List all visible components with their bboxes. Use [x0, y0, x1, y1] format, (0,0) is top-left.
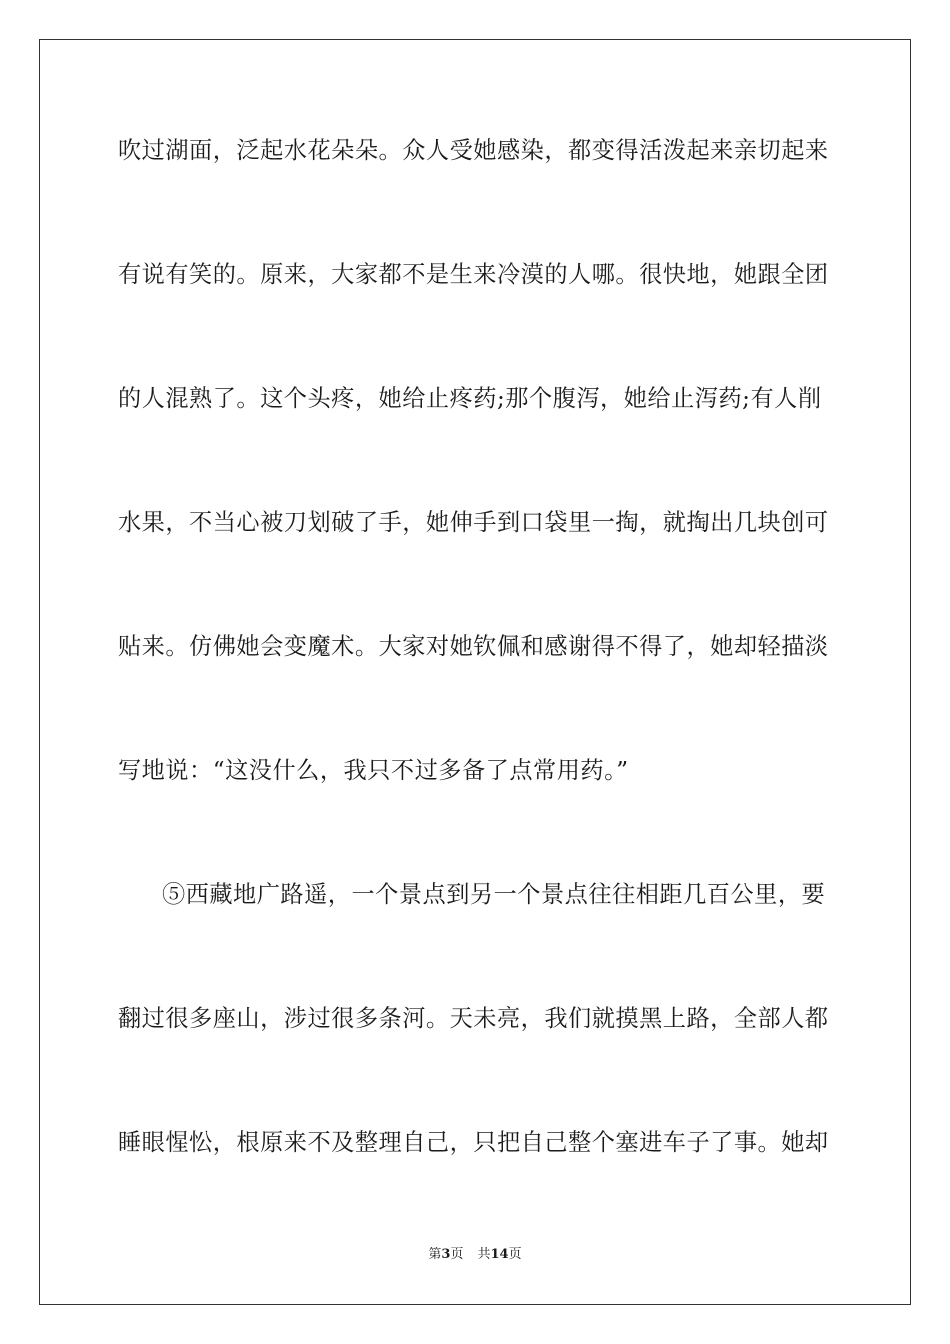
page-suffix: 页: [450, 1247, 464, 1262]
page-border: [39, 39, 911, 1305]
text-line: 有说有笑的。原来，大家都不是生来冷漠的人哪。很快地，她跟全团: [118, 261, 829, 288]
total-suffix: 页: [508, 1247, 522, 1262]
text-line: 贴来。仿佛她会变魔术。大家对她钦佩和感谢得不得了，她却轻描淡: [118, 633, 829, 660]
total-pages: 14: [490, 1247, 509, 1262]
total-prefix: 共: [477, 1247, 491, 1262]
text-line: 吹过湖面，泛起水花朵朵。众人受她感染，都变得活泼起来亲切起来: [118, 137, 829, 164]
text-line: 的人混熟了。这个头疼，她给止疼药;那个腹泻，她给止泻药;有人削: [118, 385, 822, 412]
text-line: 翻过很多座山，涉过很多条河。天未亮，我们就摸黑上路，全部人都: [118, 1005, 829, 1032]
page-prefix: 第: [428, 1247, 442, 1262]
text-line: 睡眼惺忪，根原来不及整理自己，只把自己整个塞进车子了事。她却: [118, 1129, 829, 1156]
paragraph-start-line: ⑤西藏地广路遥，一个景点到另一个景点往往相距几百公里，要: [162, 881, 826, 908]
text-line: 水果，不当心被刀划破了手，她伸手到口袋里一掏，就掏出几块创可: [118, 509, 829, 536]
page-footer: [0, 1246, 950, 1264]
page-number: 3: [441, 1247, 451, 1262]
text-line: 写地说：“这没什么，我只不过多备了点常用药。”: [118, 757, 629, 784]
